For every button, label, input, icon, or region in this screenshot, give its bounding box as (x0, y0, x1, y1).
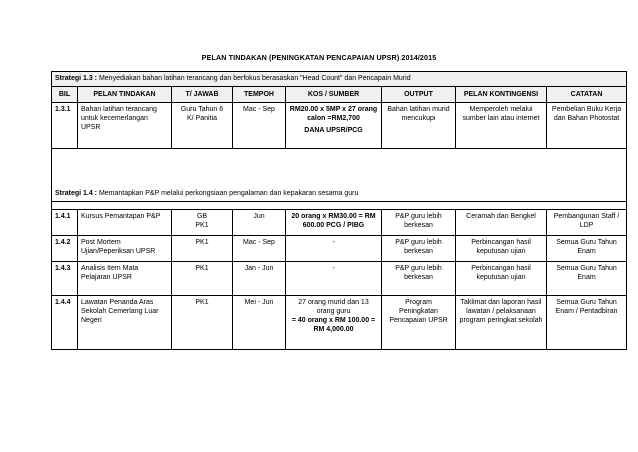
jawab-cell: PK1 (172, 235, 233, 261)
output-cell: Program Peningkatan Pencapaian UPSR (382, 295, 456, 349)
catatan-cell: Pembangunan Staff / LDP (547, 209, 627, 235)
output-cell: P&P guru lebih berkesan (382, 261, 456, 295)
pelan-cell: Bahan latihan terancang untuk kecemerlangan UPSR (78, 103, 172, 149)
column-header: PELAN KONTINGENSI (456, 87, 547, 103)
bil-cell: 1.4.3 (52, 261, 78, 295)
jawab-line: PK1 (195, 221, 209, 229)
strategy-label: Strategi 1.4 : (55, 189, 98, 197)
jawab-line: Guru Tahun 6 (180, 106, 224, 113)
column-header: KOS / SUMBER (286, 87, 382, 103)
column-header: OUTPUT (382, 87, 456, 103)
jawab-cell: PK1 (172, 261, 233, 295)
strategy-text: Menyediakan bahan latihan terancang dan berfokus berasaskan "Head Count" dan Pencapain Murid (97, 75, 411, 83)
column-header: TEMPOH (233, 87, 286, 103)
kos-line: 27 orang murid dan 13 orang guru (298, 298, 369, 315)
tempoh-cell: Mei - Jun (233, 295, 286, 349)
jawab-cell (172, 103, 233, 149)
pelan-cell: Kursus Pemantapan P&P (78, 209, 172, 235)
table-row (52, 103, 627, 149)
kos-line: = 40 orang x RM 100.00 = RM 4,000.00 (291, 316, 376, 333)
bil-cell: 1.4.2 (52, 235, 78, 261)
strategy-text: Memantapkan P&P melalui perkongsiaan pengalaman dan kepakaran sesama guru (97, 189, 359, 197)
strategy-label: Strategi 1.3 : (55, 75, 98, 83)
tempoh-cell: Mac - Sep (233, 103, 286, 149)
table-row (52, 261, 627, 295)
table-row (52, 235, 627, 261)
spacer-row (52, 201, 627, 209)
column-header: BIL (52, 87, 78, 103)
bil-cell: 1.4.1 (52, 209, 78, 235)
kos-cell (286, 103, 382, 149)
tempoh-cell: Mac - Sep (233, 235, 286, 261)
bil-cell: 1.3.1 (52, 103, 78, 149)
pelan-cell: Post Mortem Ujian/Peperiksan UPSR (78, 235, 172, 261)
kos-cell (286, 295, 382, 349)
tempoh-cell: Jun (233, 209, 286, 235)
table-row (52, 295, 627, 349)
kos-line: RM20.00 x 5MP x 27 orang calon =RM2,700 (289, 106, 378, 123)
kontingensi-cell: Perbincangan hasil keputusan ujian (456, 235, 547, 261)
action-plan-table (51, 71, 627, 350)
kos-cell: 20 orang x RM30.00 = RM 600.00 PCG / PIBG (286, 209, 382, 235)
output-cell: P&P guru lebih berkesan (382, 209, 456, 235)
catatan-cell: Semua Guru Tahun Enam / Pentadbiran (547, 295, 627, 349)
jawab-line: K/ Panitia (187, 115, 217, 123)
pelan-cell: Analisis Item Mata Pelajaran UPSR (78, 261, 172, 295)
output-cell: P&P guru lebih berkesan (382, 235, 456, 261)
spacer-cell (52, 201, 627, 209)
jawab-line: GB (196, 212, 208, 220)
column-header: T/ JAWAB (172, 87, 233, 103)
strategy-row (52, 72, 627, 87)
kontingensi-cell: Perbincangan hasil keputusan ujian (456, 261, 547, 295)
column-header: PELAN TINDAKAN (78, 87, 172, 103)
kontingensi-cell: Ceramah dan Bengkel (456, 209, 547, 235)
jawab-cell (172, 209, 233, 235)
output-cell: Bahan latihan murid mencukupi (382, 103, 456, 149)
pelan-cell: Lawatan Penanda Aras Sekolah Cemerlang Luar Negeri (78, 295, 172, 349)
catatan-cell: Semua Guru Tahun Enam (547, 261, 627, 295)
column-header: CATATAN (547, 87, 627, 103)
spacer-cell (52, 149, 627, 187)
kos-cell: - (286, 235, 382, 261)
spacer-row (52, 149, 627, 187)
bil-cell: 1.4.4 (52, 295, 78, 349)
catatan-cell: Pembelian Buku Kerja dan Bahan Photostat (547, 103, 627, 149)
tempoh-cell: Jan - Jun (233, 261, 286, 295)
catatan-cell: Semua Guru Tahun Enam (547, 235, 627, 261)
kos-line: DANA UPSR/PCG (304, 127, 363, 135)
kontingensi-cell: Memperoleh melalui sumber lain atau internet (456, 103, 547, 149)
kos-cell: - (286, 261, 382, 295)
kontingensi-cell: Taklimat dan laporan hasil lawatan / pelaksanaan program peringkat sekolah (456, 295, 547, 349)
jawab-cell: PK1 (172, 295, 233, 349)
table-row (52, 209, 627, 235)
strategy-row (52, 187, 627, 202)
table-header-row (52, 87, 627, 103)
document-title: PELAN TINDAKAN (PENINGKATAN PENCAPAIAN UPSR) 2014/2015 (201, 53, 437, 62)
